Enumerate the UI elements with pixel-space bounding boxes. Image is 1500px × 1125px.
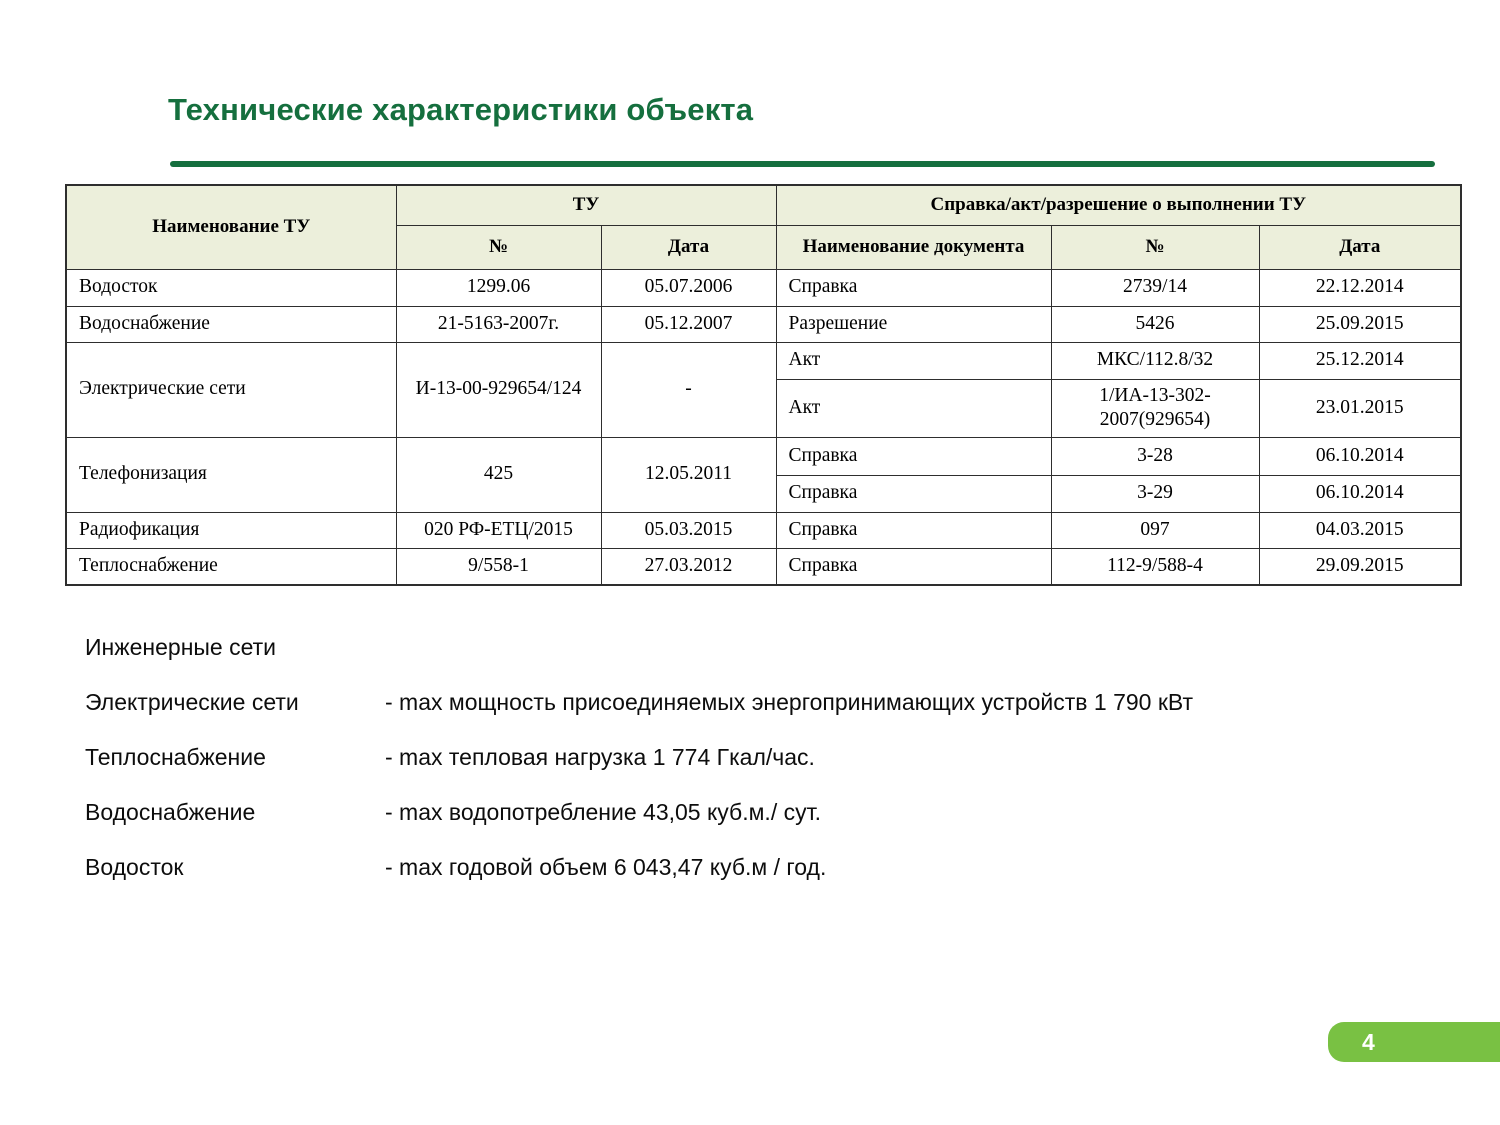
cell-doc: Справка xyxy=(776,475,1051,512)
cell-doc-num: 112-9/588-4 xyxy=(1051,548,1259,585)
detail-line xyxy=(85,675,1385,730)
table-row xyxy=(66,269,1461,306)
col-header-name-tu: Наименование ТУ xyxy=(66,185,396,269)
cell-tu-num: 1299.06 xyxy=(396,269,601,306)
cell-doc: Справка xyxy=(776,548,1051,585)
table-row xyxy=(66,548,1461,585)
cell-doc-date: 04.03.2015 xyxy=(1259,512,1461,548)
col-group-spravka: Справка/акт/разрешение о выполнении ТУ xyxy=(776,185,1461,225)
cell-tu-date: 12.05.2011 xyxy=(601,437,776,512)
cell-doc-num: 2739/14 xyxy=(1051,269,1259,306)
cell-tu-date: - xyxy=(601,342,776,437)
cell-doc-date: 25.09.2015 xyxy=(1259,306,1461,342)
cell-doc-date: 25.12.2014 xyxy=(1259,342,1461,379)
cell-doc-date: 06.10.2014 xyxy=(1259,475,1461,512)
cell-doc-date: 23.01.2015 xyxy=(1259,379,1461,437)
cell-tu-date: 05.07.2006 xyxy=(601,269,776,306)
page-number-badge xyxy=(1328,1022,1500,1062)
detail-label: Теплоснабжение xyxy=(85,744,266,770)
detail-line xyxy=(85,840,1385,895)
cell-tu-date: 27.03.2012 xyxy=(601,548,776,585)
detail-value: - max годовой объем 6 043,47 куб.м / год. xyxy=(385,854,827,880)
cell-tu-num: 9/558-1 xyxy=(396,548,601,585)
page-title: Технические характеристики объекта xyxy=(168,92,754,127)
col-header-doc-name: Наименование документа xyxy=(776,225,1051,269)
cell-doc: Справка xyxy=(776,269,1051,306)
cell-name: Теплоснабжение xyxy=(66,548,396,585)
col-group-tu: ТУ xyxy=(396,185,776,225)
cell-doc: Акт xyxy=(776,342,1051,379)
cell-name: Радиофикация xyxy=(66,512,396,548)
detail-label: Водоснабжение xyxy=(85,799,256,825)
col-header-doc-num: № xyxy=(1051,225,1259,269)
cell-tu-num: 21-5163-2007г. xyxy=(396,306,601,342)
col-header-tu-num: № xyxy=(396,225,601,269)
cell-doc-date: 22.12.2014 xyxy=(1259,269,1461,306)
cell-doc-num: МКС/112.8/32 xyxy=(1051,342,1259,379)
detail-value: - max тепловая нагрузка 1 774 Гкал/час. xyxy=(385,744,815,770)
cell-doc-date: 29.09.2015 xyxy=(1259,548,1461,585)
cell-doc-num: 5426 xyxy=(1051,306,1259,342)
engineering-networks-section xyxy=(85,620,1385,895)
cell-tu-num: 425 xyxy=(396,437,601,512)
table-row xyxy=(66,437,1461,475)
cell-tu-num: И-13-00-929654/124 xyxy=(396,342,601,437)
col-header-doc-date: Дата xyxy=(1259,225,1461,269)
cell-name: Телефонизация xyxy=(66,437,396,512)
title-underline xyxy=(170,161,1435,167)
cell-doc-num: 3-28 xyxy=(1051,437,1259,475)
section-heading: Инженерные сети xyxy=(85,634,277,660)
cell-name: Водоснабжение xyxy=(66,306,396,342)
cell-doc: Справка xyxy=(776,437,1051,475)
table-row xyxy=(66,512,1461,548)
detail-value: - max водопотребление 43,05 куб.м./ сут. xyxy=(385,799,821,825)
page-number: 4 xyxy=(1362,1028,1375,1055)
detail-line xyxy=(85,730,1385,785)
detail-value: - max мощность присоединяемых энергопринимающих устройств 1 790 кВт xyxy=(385,689,1194,715)
cell-doc: Справка xyxy=(776,512,1051,548)
cell-name: Электрические сети xyxy=(66,342,396,437)
detail-line xyxy=(85,785,1385,840)
cell-doc: Акт xyxy=(776,379,1051,437)
detail-label: Электрические сети xyxy=(85,689,299,715)
cell-tu-date: 05.12.2007 xyxy=(601,306,776,342)
cell-doc-date: 06.10.2014 xyxy=(1259,437,1461,475)
cell-doc: Разрешение xyxy=(776,306,1051,342)
section-heading-line xyxy=(85,620,1385,675)
table-row xyxy=(66,306,1461,342)
table-row xyxy=(66,342,1461,379)
detail-label: Водосток xyxy=(85,854,184,880)
cell-tu-num: 020 РФ-ЕТЦ/2015 xyxy=(396,512,601,548)
cell-doc-num: 1/ИА-13-302-2007(929654) xyxy=(1051,379,1259,437)
tu-table xyxy=(65,184,1462,586)
cell-name: Водосток xyxy=(66,269,396,306)
cell-tu-date: 05.03.2015 xyxy=(601,512,776,548)
col-header-tu-date: Дата xyxy=(601,225,776,269)
cell-doc-num: 3-29 xyxy=(1051,475,1259,512)
cell-doc-num: 097 xyxy=(1051,512,1259,548)
